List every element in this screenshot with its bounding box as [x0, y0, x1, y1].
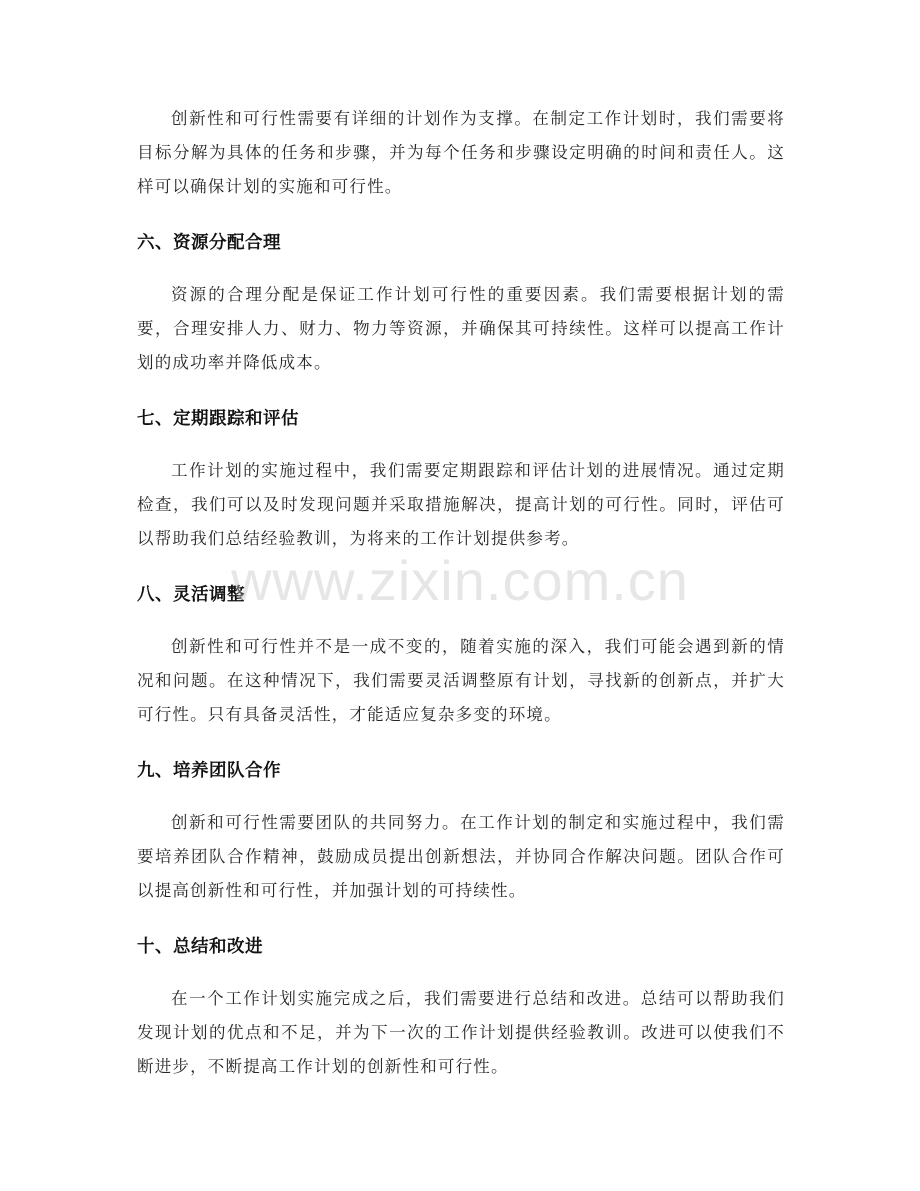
paragraph-tracking-evaluation: 工作计划的实施过程中，我们需要定期跟踪和评估计划的进展情况。通过定期检查，我们可以及时发现问题并采取措施解决，提高计划的可行性。同时，评估可以帮助我们总结经验教训，为将来的工作计划提供参考。 — [137, 461, 785, 548]
heading-team-cooperation: 九、培养团队合作 — [137, 761, 281, 781]
heading-summary-improvement: 十、总结和改进 — [137, 937, 263, 957]
paragraph-intro: 创新性和可行性需要有详细的计划作为支撑。在制定工作计划时，我们需要将目标分解为具体的任务和步骤，并为每个任务和步骤设定明确的时间和责任人。这样可以确保计划的实施和可行性。 — [137, 109, 785, 196]
paragraph-team-cooperation: 创新和可行性需要团队的共同努力。在工作计划的制定和实施过程中，我们需要培养团队合作精神，鼓励成员提出创新想法，并协同合作解决问题。团队合作可以提高创新性和可行性，并加强计划的可持续性。 — [137, 813, 785, 900]
heading-flexible-adjustment: 八、灵活调整 — [137, 585, 245, 605]
heading-tracking-evaluation: 七、定期跟踪和评估 — [137, 409, 299, 429]
paragraph-resource-allocation: 资源的合理分配是保证工作计划可行性的重要因素。我们需要根据计划的需要，合理安排人力、财力、物力等资源，并确保其可持续性。这样可以提高工作计划的成功率并降低成本。 — [137, 285, 785, 372]
paragraph-summary-improvement: 在一个工作计划实施完成之后，我们需要进行总结和改进。总结可以帮助我们发现计划的优点和不足，并为下一次的工作计划提供经验教训。改进可以使我们不断进步，不断提高工作计划的创新性和可行性。 — [137, 989, 785, 1076]
document-body — [137, 102, 785, 1084]
watermark-text: www.zixin.com.cn — [231, 549, 689, 612]
heading-resource-allocation: 六、资源分配合理 — [137, 233, 281, 253]
paragraph-flexible-adjustment: 创新性和可行性并不是一成不变的，随着实施的深入，我们可能会遇到新的情况和问题。在这种情况下，我们需要灵活调整原有计划，寻找新的创新点，并扩大可行性。只有具备灵活性，才能适应复杂多变的环境。 — [137, 637, 785, 724]
